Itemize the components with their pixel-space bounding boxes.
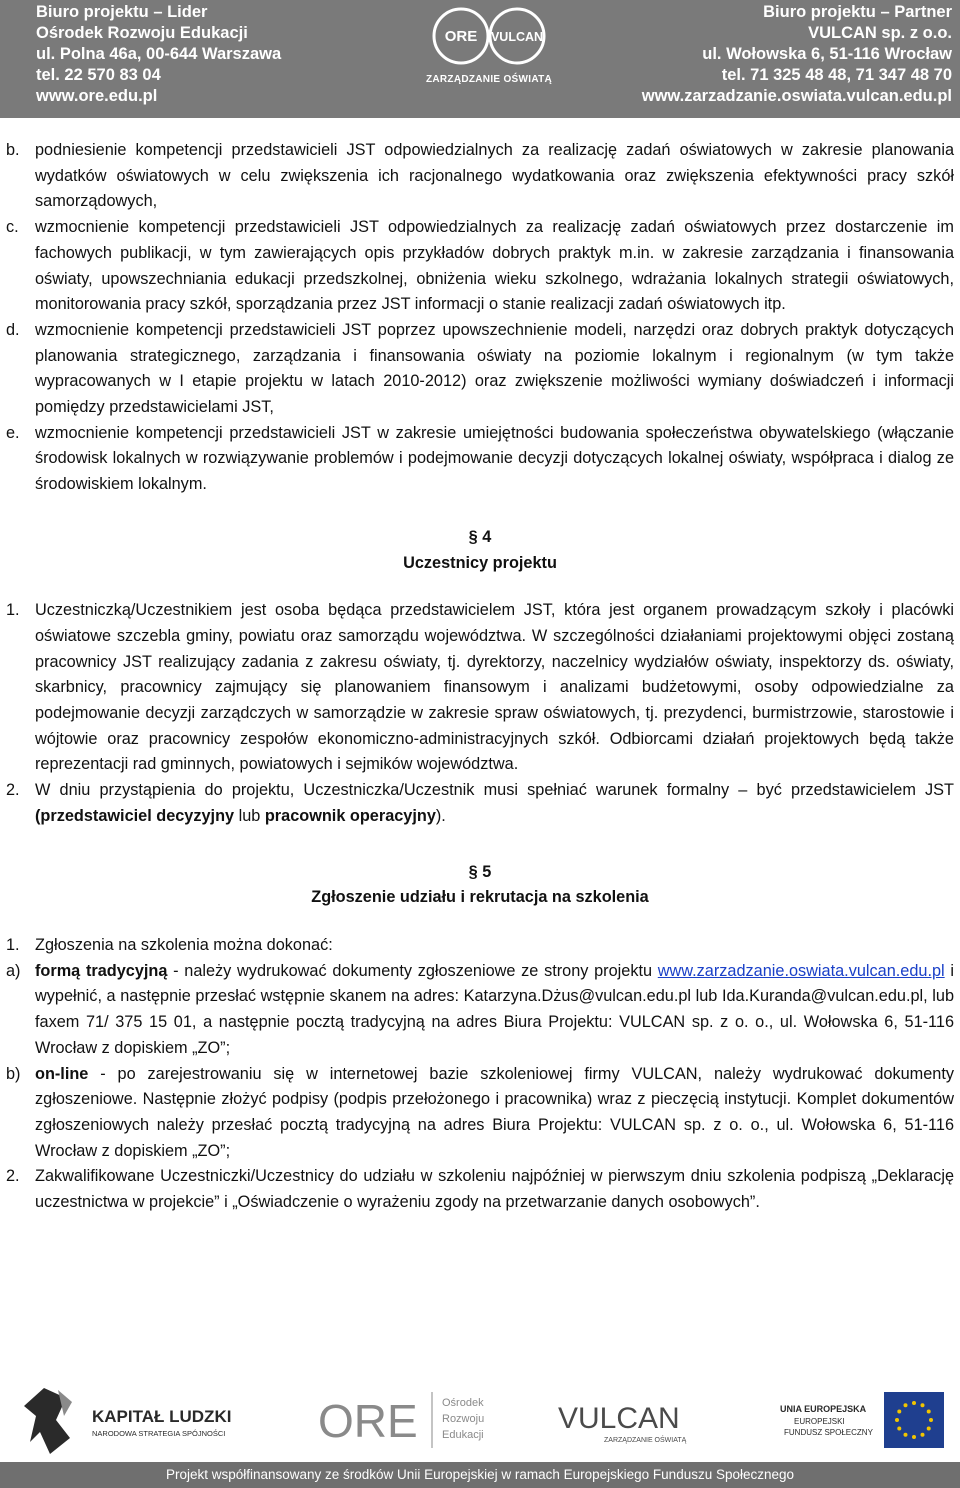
list-marker: 2. bbox=[6, 1167, 20, 1186]
bold-run-online: on-line bbox=[35, 1064, 89, 1083]
eu-star-icon bbox=[927, 1427, 931, 1431]
list-item-e bbox=[0, 421, 960, 498]
ore-name-line1: Ośrodek bbox=[442, 1397, 484, 1409]
partner-address-block bbox=[642, 2, 952, 107]
partner-phone: tel. 71 325 48 48, 71 347 48 70 bbox=[721, 66, 952, 84]
eu-line1: UNIA EUROPEJSKA bbox=[780, 1404, 867, 1414]
section-5-item-1 bbox=[0, 933, 960, 959]
eu-logo bbox=[780, 1392, 944, 1448]
list-marker: 1. bbox=[6, 935, 20, 954]
logo-caption: ZARZĄDZANIE OŚWIATĄ bbox=[425, 74, 553, 85]
section-5-title: Zgłoszenie udziału i rekrutacja na szkolenia bbox=[311, 888, 649, 907]
lider-phone: tel. 22 570 83 04 bbox=[36, 66, 161, 84]
text-run: - po zarejestrowaniu się w internetowej bazie szkoleniowej firmy VULCAN, należy wydrukować dokumenty zgłoszeniowe. Następnie złożyć podpisy (podpis przełożonego i pracownika) wraz z pieczęcią instytucji. Komplet dokumentów zgłoszeniowych należy przesłać pocztą tradycyjną na adres Biura Projektu: VULCAN sp. z o. o., ul. Wołowska 6, 51-116 Wrocław z dopiskiem „ZO”; bbox=[35, 1064, 954, 1160]
list-item-text: wzmocnienie kompetencji przedstawicieli JST w zakresie umiejętności budowania społeczeństwa obywatelskiego (włączanie środowisk lokalnych w rozwiązywanie problemów i podejmowanie decyzji dotyczących lokalnej oświaty, współpraca i dialog ze środowiskiem lokalnym. bbox=[35, 423, 954, 494]
list-item-text bbox=[35, 1062, 954, 1165]
lider-org: Ośrodek Rozwoju Edukacji bbox=[36, 24, 248, 42]
eu-star-icon bbox=[895, 1418, 899, 1422]
list-marker: b) bbox=[6, 1064, 21, 1083]
footer-logo-strip bbox=[0, 1380, 960, 1460]
list-item-text: wzmocnienie kompetencji przedstawicieli JST odpowiedzialnych za realizację zadań oświatowych przez dostarczenie im fachowych publikacji, w tym zawierających opis przykładów dobrych praktyk m.in. w zakresie zarządzania i finansowania oświaty, upowszechniania edukacji przedszkolnej, obniżenia wieku szkolnego, wdrażania lokalnych strategii oświatowych, monitorowania pracy szkół, sporządzania przez JST informacji o stanie realizacji zadań oświatowych itp. bbox=[35, 218, 954, 314]
partner-title: Biuro projektu – Partner bbox=[763, 3, 952, 21]
eu-star-icon bbox=[904, 1433, 908, 1437]
section-5-item-2 bbox=[0, 1164, 960, 1215]
eu-star-icon bbox=[912, 1435, 916, 1439]
section-4-item-2 bbox=[0, 778, 960, 829]
section-5-item-b bbox=[0, 1062, 960, 1165]
section-4-title: Uczestnicy projektu bbox=[403, 553, 557, 572]
kl-title: KAPITAŁ LUDZKI bbox=[92, 1407, 232, 1426]
eu-line2: EUROPEJSKI bbox=[794, 1417, 845, 1426]
text-run: W dniu przystąpienia do projektu, Uczestniczka/Uczestnik musi spełniać warunek formalny – być przedstawicielem JST bbox=[35, 781, 954, 800]
text-run: lub bbox=[234, 806, 265, 825]
text-run: i wypełnić, a następnie przesłać wstępnie skanem na adres: Katarzyna.Dżus@vulcan.edu.pl lub Ida.Kuranda@vulcan.edu.pl, lub faxem 71/ 375 15 01, a następnie pocztą tradycyjną na adres Biura Projektu: VULCAN sp. z o. o., ul. Wołowska 6, 51-116 Wrocław z dopiskiem „ZO”; bbox=[35, 961, 954, 1057]
eu-star-icon bbox=[929, 1418, 933, 1422]
list-marker: 1. bbox=[6, 601, 20, 620]
list-item-text: Zakwalifikowane Uczestniczki/Uczestnicy do udziału w szkoleniu najpóźniej w pierwszym dniu szkolenia podpiszą „Deklarację uczestnictwa w projekcie” i „Oświadczenie o wyrażeniu zgody na przetwarzanie danych osobowych”. bbox=[35, 1167, 954, 1212]
eu-star-icon bbox=[927, 1410, 931, 1414]
eu-star-icon bbox=[897, 1410, 901, 1414]
list-item-text: wzmocnienie kompetencji przedstawicieli JST poprzez upowszechnienie modeli, narzędzi oraz dobrych praktyk dotyczących planowania strategicznego, zarządzania i finansowania oświaty na poziomie lokalnym i regionalnym (w tym także wypracowanych w I etapie projektu w latach 2010-2012) oraz zwiększenie możliwości wymiany doświadczeń i informacji pomiędzy przedstawicielami JST, bbox=[35, 320, 954, 417]
list-item-c bbox=[0, 215, 960, 318]
partner-street: ul. Wołowska 6, 51-116 Wrocław bbox=[702, 45, 952, 63]
list-item-d bbox=[0, 318, 960, 421]
list-marker: c. bbox=[6, 218, 19, 237]
text-run: ). bbox=[435, 806, 446, 825]
eu-star-icon bbox=[897, 1427, 901, 1431]
eu-flag-icon bbox=[884, 1392, 944, 1448]
list-item-b bbox=[0, 138, 960, 215]
eu-star-icon bbox=[921, 1403, 925, 1407]
vulcan-logo-text: VULCAN bbox=[558, 1402, 680, 1435]
partner-org: VULCAN sp. z o.o. bbox=[808, 24, 952, 42]
section-4-item-1 bbox=[0, 598, 960, 778]
text-run: - należy wydrukować dokumenty zgłoszeniowe ze strony projektu bbox=[167, 961, 658, 980]
list-marker: a) bbox=[6, 961, 21, 980]
list-item-text: podniesienie kompetencji przedstawicieli JST odpowiedzialnych za realizację zadań oświatowych w zakresie planowania wydatków oświatowych w celu zwiększenia ich racjonalnego wydatkowania oraz zwiększenia efektywności pracy szkół samorządowych, bbox=[35, 141, 954, 211]
letterhead-header bbox=[0, 0, 960, 118]
section-4-number: § 4 bbox=[468, 527, 492, 546]
kapital-ludzki-logo bbox=[24, 1388, 231, 1454]
list-item-text bbox=[35, 959, 954, 1062]
cofinancing-text: Projekt współfinansowany ze środków Unii Europejskiej w ramach Europejskiego Funduszu Społecznego bbox=[165, 1467, 795, 1482]
section-5-item-a bbox=[0, 959, 960, 1062]
logo-vulcan-text: VULCAN bbox=[490, 30, 544, 44]
list-item-text: Uczestniczką/Uczestnikiem jest osoba będąca przedstawicielem JST, która jest organem prowadzącym szkoły i placówki oświatowe szczebla gminy, powiatu oraz samorządu województwa. W szczególności działaniami projektowymi objęci zostaną pracownicy JST realizujący zadania z zakresu oświaty, tj. dyrektorzy, naczelnicy wydziałów oświaty, inspektorzy ds. oświaty, skarbnicy, pracownicy zajmujący się planowaniem finansowym i analizami budżetowymi, osoby odpowiedzialne za podejmowanie decyzji zarządczych w samorządzie w zakresie spraw oświatowych, tj. prezydenci, burmistrzowie, starostowie i wójtowie oraz pracownicy zespołów ekonomiczno-administracyjnych szkół. Odbiorcami działań projektowych będą także reprezentacji rad gminnych, powiatowych i sejmików województwa. bbox=[35, 601, 954, 774]
bold-run-decision-maker: (przedstawiciel decyzyjny bbox=[35, 806, 235, 825]
lider-title: Biuro projektu – Lider bbox=[36, 3, 208, 21]
list-item-text: Zgłoszenia na szkolenia można dokonać: bbox=[35, 935, 333, 954]
logo-ore-text: ORE bbox=[444, 28, 478, 45]
eu-star-icon bbox=[904, 1403, 908, 1407]
list-marker: d. bbox=[6, 320, 20, 339]
eu-star-icon bbox=[912, 1401, 916, 1405]
partner-website: www.zarzadzanie.oswiata.vulcan.edu.pl bbox=[641, 87, 952, 105]
ore-name-line2: Rozwoju bbox=[442, 1413, 485, 1425]
document-body bbox=[0, 138, 960, 1216]
eu-line3: FUNDUSZ SPOŁECZNY bbox=[784, 1428, 873, 1437]
lider-website: www.ore.edu.pl bbox=[36, 87, 158, 105]
ore-logo-text: ORE bbox=[318, 1395, 418, 1447]
bold-run-operational-worker: pracownik operacyjny bbox=[264, 806, 436, 825]
list-item-text bbox=[35, 778, 954, 829]
kl-subtitle: NARODOWA STRATEGIA SPÓJNOŚCI bbox=[92, 1429, 226, 1438]
bold-run-traditional: formą tradycyjną bbox=[35, 961, 168, 980]
lider-street: ul. Polna 46a, 00-644 Warszawa bbox=[36, 45, 282, 63]
cofinancing-footer bbox=[0, 1462, 960, 1488]
vulcan-logo bbox=[558, 1402, 687, 1444]
section-5-number: § 5 bbox=[468, 862, 492, 881]
eu-star-icon bbox=[921, 1433, 925, 1437]
vulcan-logo-subtitle: ZARZĄDZANIE OŚWIATĄ bbox=[604, 1437, 687, 1444]
lider-address-block bbox=[36, 2, 281, 107]
list-marker: e. bbox=[6, 423, 20, 442]
list-marker: b. bbox=[6, 141, 20, 159]
ore-logo bbox=[318, 1392, 484, 1448]
list-marker: 2. bbox=[6, 781, 20, 800]
project-website-link[interactable]: www.zarzadzanie.oswiata.vulcan.edu.pl bbox=[657, 961, 945, 980]
ore-name-line3: Edukacji bbox=[442, 1429, 484, 1441]
